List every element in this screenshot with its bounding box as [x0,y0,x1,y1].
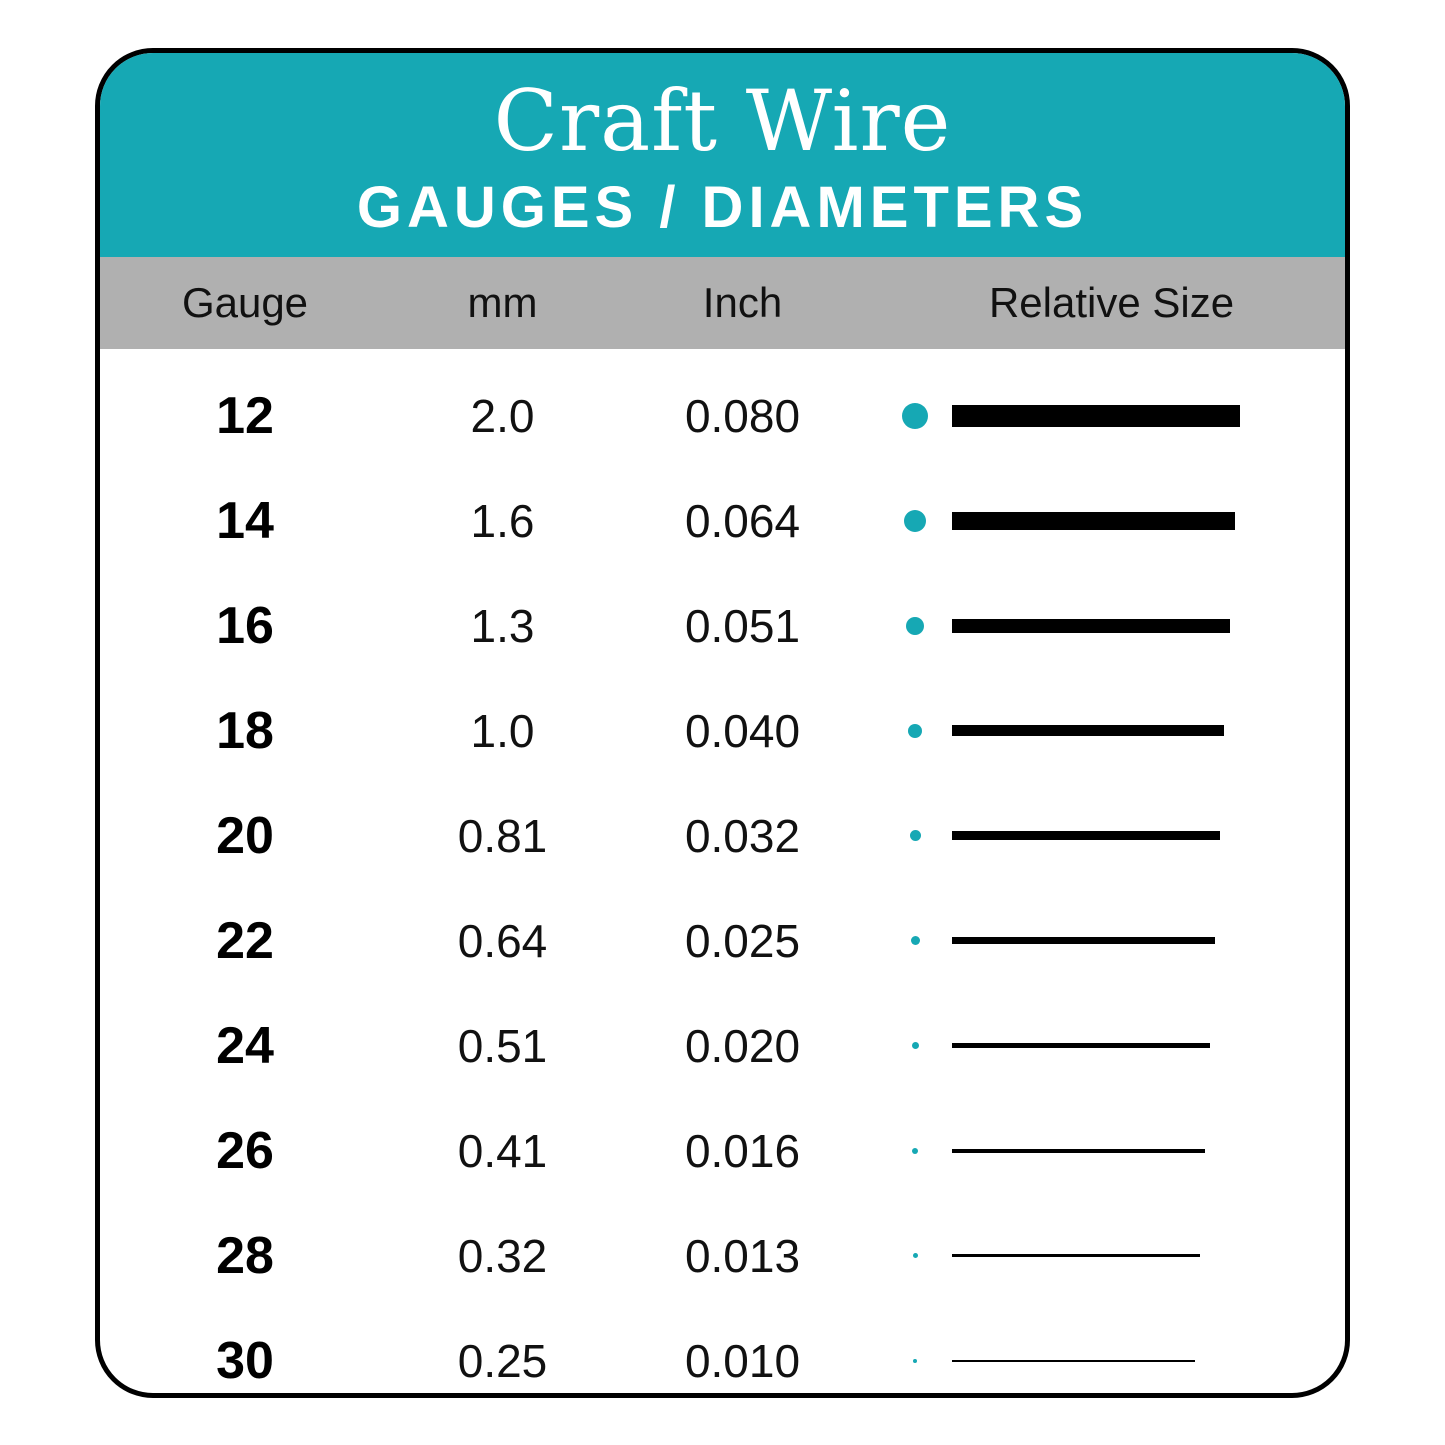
column-header-inch: Inch [702,279,783,326]
gauge-value: 18 [216,701,274,760]
wire-cross-section-dot-slot [878,1359,952,1363]
wire-thickness-bar-slot [952,1149,1345,1153]
mm-value: 0.81 [457,809,548,862]
wire-cross-section-dot-slot [878,403,952,429]
cell-relative-size [870,1042,1345,1049]
wire-thickness-bar [952,1149,1205,1153]
wire-thickness-bar [952,1043,1210,1048]
cell-gauge [100,1203,390,1308]
wire-cross-section-dot-slot [878,617,952,635]
table-body [100,349,1345,1398]
column-header-relative-size: Relative Size [988,279,1235,326]
table-row [100,573,1345,678]
wire-thickness-bar-slot [952,725,1345,736]
column-header-gauge: Gauge [181,279,309,326]
wire-thickness-bar [952,1254,1200,1257]
gauge-value: 14 [216,491,274,550]
cell-gauge [100,1098,390,1203]
mm-value: 0.41 [457,1124,548,1177]
inch-value: 0.020 [684,1019,801,1072]
cell-inch [615,363,870,468]
cell-gauge [100,573,390,678]
wire-cross-section-dot-slot [878,510,952,532]
gauge-value: 28 [216,1226,274,1285]
cell-mm [390,678,615,783]
gauge-value: 12 [216,386,274,445]
wire-cross-section-dot [908,724,922,738]
cell-relative-size [870,1253,1345,1258]
mm-value: 1.6 [470,494,535,547]
wire-thickness-bar [952,725,1224,736]
table-row [100,1203,1345,1308]
gauge-value: 22 [216,911,274,970]
wire-cross-section-dot-slot [878,830,952,841]
cell-relative-size [870,724,1345,738]
wire-cross-section-dot [904,510,926,532]
cell-inch [615,468,870,573]
wire-cross-section-dot-slot [878,1042,952,1049]
wire-thickness-bar [952,1360,1195,1362]
cell-relative-size [870,510,1345,532]
wire-thickness-bar-slot [952,937,1345,944]
cell-relative-size [870,617,1345,635]
cell-mm [390,888,615,993]
inch-value: 0.032 [684,809,801,862]
cell-mm [390,573,615,678]
table-row [100,993,1345,1098]
wire-cross-section-dot [912,1042,919,1049]
cell-gauge [100,888,390,993]
page-title: Craft Wire [493,72,952,170]
table-row [100,783,1345,888]
cell-inch [615,993,870,1098]
wire-thickness-bar [952,831,1220,840]
wire-thickness-bar-slot [952,1254,1345,1257]
gauge-value: 30 [216,1331,274,1390]
wire-cross-section-dot [913,1253,918,1258]
wire-cross-section-dot-slot [878,724,952,738]
wire-cross-section-dot-slot [878,1148,952,1154]
inch-value: 0.064 [684,494,801,547]
cell-inch [615,783,870,888]
cell-mm [390,1203,615,1308]
cell-mm [390,1308,615,1398]
cell-gauge [100,1308,390,1398]
mm-value: 0.64 [457,914,548,967]
cell-mm [390,783,615,888]
gauge-value: 20 [216,806,274,865]
table-column-headers [100,257,1345,349]
table-row [100,363,1345,468]
wire-thickness-bar-slot [952,405,1345,427]
inch-value: 0.010 [684,1334,801,1387]
cell-gauge [100,783,390,888]
inch-value: 0.013 [684,1229,801,1282]
cell-mm [390,468,615,573]
wire-thickness-bar-slot [952,619,1345,633]
cell-inch [615,1308,870,1398]
cell-relative-size [870,936,1345,945]
mm-value: 0.25 [457,1334,548,1387]
cell-mm [390,1098,615,1203]
wire-gauge-card [95,48,1350,1398]
wire-thickness-bar [952,937,1215,944]
wire-thickness-bar-slot [952,512,1345,530]
cell-relative-size [870,1359,1345,1363]
gauge-value: 26 [216,1121,274,1180]
cell-gauge [100,363,390,468]
wire-cross-section-dot [906,617,924,635]
page-subtitle: GAUGES / DIAMETERS [356,175,1089,240]
wire-thickness-bar [952,619,1230,633]
card-header [100,53,1345,257]
cell-gauge [100,678,390,783]
cell-relative-size [870,1148,1345,1154]
wire-thickness-bar-slot [952,831,1345,840]
table-row [100,1308,1345,1398]
wire-cross-section-dot [911,936,920,945]
inch-value: 0.040 [684,704,801,757]
cell-relative-size [870,403,1345,429]
inch-value: 0.016 [684,1124,801,1177]
wire-cross-section-dot-slot [878,1253,952,1258]
cell-inch [615,1098,870,1203]
inch-value: 0.051 [684,599,801,652]
inch-value: 0.080 [684,389,801,442]
wire-thickness-bar-slot [952,1360,1345,1362]
table-row [100,888,1345,993]
mm-value: 0.32 [457,1229,548,1282]
cell-inch [615,678,870,783]
wire-cross-section-dot [902,403,928,429]
cell-mm [390,363,615,468]
table-row [100,1098,1345,1203]
cell-inch [615,573,870,678]
gauge-value: 24 [216,1016,274,1075]
wire-cross-section-dot [910,830,921,841]
mm-value: 2.0 [470,389,535,442]
table-row [100,678,1345,783]
mm-value: 0.51 [457,1019,548,1072]
inch-value: 0.025 [684,914,801,967]
mm-value: 1.3 [470,599,535,652]
cell-inch [615,888,870,993]
cell-mm [390,993,615,1098]
cell-relative-size [870,830,1345,841]
cell-gauge [100,993,390,1098]
wire-cross-section-dot [913,1359,917,1363]
cell-gauge [100,468,390,573]
wire-cross-section-dot-slot [878,936,952,945]
column-header-mm: mm [467,279,538,326]
wire-cross-section-dot [912,1148,918,1154]
cell-inch [615,1203,870,1308]
mm-value: 1.0 [470,704,535,757]
table-row [100,468,1345,573]
wire-thickness-bar [952,512,1235,530]
wire-thickness-bar [952,405,1240,427]
wire-thickness-bar-slot [952,1043,1345,1048]
gauge-value: 16 [216,596,274,655]
